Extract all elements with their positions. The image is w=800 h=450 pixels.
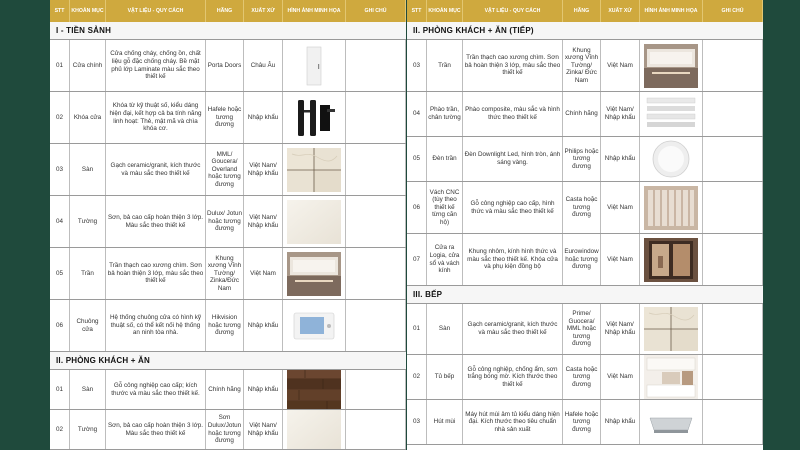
table-header — [50, 0, 406, 22]
brand-name: Khung xương Vĩnh Tường/ Zinka/ Đức Nam — [563, 40, 601, 91]
row-number: 05 — [407, 137, 427, 181]
origin-name: Việt Nam/ Nhập khẩu — [244, 144, 283, 195]
origin-name: Việt Nam — [601, 234, 640, 285]
brand-name: Hikvision hoặc tương đương — [206, 300, 244, 351]
row-number: 01 — [407, 304, 427, 354]
material-spec: Gỗ công nghiệp, chống ẩm, sơn trắng bóng mờ. Kích thước theo thiết kế — [463, 355, 563, 399]
brand-name: Eurowindow hoặc tương đương — [563, 234, 601, 285]
origin-name: Nhập khẩu — [601, 400, 640, 444]
note-cell — [703, 304, 763, 354]
table-row — [50, 144, 406, 196]
note-cell — [703, 137, 763, 181]
header-cell: XUẤT XỨ — [601, 0, 640, 22]
note-cell — [346, 40, 406, 91]
material-spec: Đèn Downlight Led, hình tròn, ánh sáng vàng. — [463, 137, 563, 181]
header-cell: STT — [407, 0, 427, 22]
header-cell: HÌNH ẢNH MINH HỌA — [283, 0, 346, 22]
note-cell — [703, 234, 763, 285]
brand-name: Chính hãng — [563, 92, 601, 136]
brand-name: Hafele hoặc tương đương — [563, 400, 601, 444]
origin-name: Châu Âu — [244, 40, 283, 91]
row-number: 03 — [407, 40, 427, 91]
table-row — [50, 300, 406, 352]
row-number: 01 — [50, 40, 70, 91]
illustration-image — [283, 410, 346, 449]
item-name: Tủ bếp — [427, 355, 463, 399]
brand-name: Hafele hoặc tương đương — [206, 92, 244, 143]
illustration-image — [640, 304, 703, 354]
note-cell — [346, 248, 406, 299]
header-cell: KHOẢN MỤC — [70, 0, 106, 22]
note-cell — [346, 196, 406, 247]
section-title: II. PHÒNG KHÁCH + ĂN (TIẾP) — [407, 22, 763, 40]
origin-name: Việt Nam/ Nhập khẩu — [601, 92, 640, 136]
material-spec: Trần thạch cao xương chìm. Sơn bả hoàn thiện 3 lớp, màu sắc theo thiết kế — [106, 248, 206, 299]
brand-name: Chính hãng — [206, 370, 244, 409]
table-row — [407, 137, 763, 182]
note-cell — [703, 40, 763, 91]
material-spec: Máy hút mùi âm tủ kiểu dáng hiện đại. Kích thước theo tiêu chuẩn nhà sản xuất — [463, 400, 563, 444]
table-row — [407, 355, 763, 400]
table-row — [50, 410, 406, 450]
table-row — [50, 248, 406, 300]
brand-name: Prime/ Guocera/ MML hoặc tương đương — [563, 304, 601, 354]
origin-name: Việt Nam/ Nhập khẩu — [244, 410, 283, 449]
origin-name: Việt Nam — [601, 182, 640, 233]
header-cell: VẬT LIỆU - QUY CÁCH — [106, 0, 206, 22]
illustration-image — [640, 234, 703, 285]
item-name: Sàn — [70, 144, 106, 195]
item-name: Đèn trần — [427, 137, 463, 181]
material-spec: Trần thạch cao xương chìm. Sơn bả hoàn thiện 3 lớp, màu sắc theo thiết kế — [463, 40, 563, 91]
material-spec: Gỗ công nghiệp cao cấp, hình thức và màu sắc theo thiết kế — [463, 182, 563, 233]
section-title: II. PHÒNG KHÁCH + ĂN — [50, 352, 406, 370]
note-cell — [346, 92, 406, 143]
table-row — [50, 92, 406, 144]
brand-name: Khung xương Vĩnh Tường/ Zinka/Đức Nam — [206, 248, 244, 299]
row-number: 03 — [50, 144, 70, 195]
origin-name: Nhập khẩu — [244, 92, 283, 143]
note-cell — [346, 144, 406, 195]
row-number: 01 — [50, 370, 70, 409]
header-cell: XUẤT XỨ — [244, 0, 283, 22]
table-row — [50, 40, 406, 92]
item-name: Trần — [427, 40, 463, 91]
illustration-image — [640, 400, 703, 444]
row-number: 02 — [50, 410, 70, 449]
item-name: Hút mùi — [427, 400, 463, 444]
item-name: Trần — [70, 248, 106, 299]
table-row — [50, 370, 406, 410]
header-cell: GHI CHÚ — [346, 0, 406, 22]
brand-name: MML/ Goucera/ Overland hoặc tương đương — [206, 144, 244, 195]
table-row — [407, 400, 763, 445]
header-cell: HÌNH ẢNH MINH HỌA — [640, 0, 703, 22]
row-number: 03 — [407, 400, 427, 444]
table-row — [407, 304, 763, 355]
illustration-image — [283, 196, 346, 247]
header-cell: KHOẢN MỤC — [427, 0, 463, 22]
note-cell — [703, 92, 763, 136]
material-spec: Phào composite, màu sắc và hình thức theo thiết kế — [463, 92, 563, 136]
brand-name: Porta Doors — [206, 40, 244, 91]
brand-name: Casta hoặc tương đương — [563, 355, 601, 399]
note-cell — [703, 182, 763, 233]
brand-name: Philips hoặc tương đương — [563, 137, 601, 181]
illustration-image — [283, 370, 346, 409]
origin-name: Việt Nam/ Nhập khẩu — [244, 196, 283, 247]
table-header — [407, 0, 763, 22]
item-name: Sàn — [427, 304, 463, 354]
header-cell: STT — [50, 0, 70, 22]
table-row — [407, 92, 763, 137]
material-spec: Gỗ công nghiệp cao cấp; kích thước và màu sắc theo thiết kế. — [106, 370, 206, 409]
illustration-image — [640, 137, 703, 181]
right-table-panel — [406, 0, 763, 450]
row-number: 02 — [50, 92, 70, 143]
origin-name: Nhập khẩu — [601, 137, 640, 181]
origin-name: Việt Nam — [601, 40, 640, 91]
origin-name: Nhập khẩu — [244, 300, 283, 351]
table-row — [407, 234, 763, 286]
material-spec: Gạch ceramic/granit, kích thước và màu sắc theo thiết kế — [106, 144, 206, 195]
material-spec: Hệ thống chuông cửa có hình kỹ thuật số, có thể kết nối hệ thống an ninh tòa nhà. — [106, 300, 206, 351]
item-name: Khóa cửa — [70, 92, 106, 143]
origin-name: Việt Nam — [601, 355, 640, 399]
item-name: Cửa ra Logia, cửa sổ và vách kính — [427, 234, 463, 285]
item-name: Chuông cửa — [70, 300, 106, 351]
illustration-image — [283, 144, 346, 195]
row-number: 04 — [50, 196, 70, 247]
item-name: Phào trần, chân tường — [427, 92, 463, 136]
material-spec: Cửa chống cháy, chống ồn, chất liệu gỗ đặc chống cháy. Bề mặt phủ lớp Laminate màu sắc theo thiết kế — [106, 40, 206, 91]
row-number: 05 — [50, 248, 70, 299]
material-spec: Gạch ceramic/granit, kích thước và màu sắc theo thiết kế — [463, 304, 563, 354]
row-number: 06 — [407, 182, 427, 233]
item-name: Tường — [70, 410, 106, 449]
illustration-image — [640, 92, 703, 136]
illustration-image — [283, 248, 346, 299]
note-cell — [346, 300, 406, 351]
row-number: 04 — [407, 92, 427, 136]
illustration-image — [283, 40, 346, 91]
section-title: III. BẾP — [407, 286, 763, 304]
brand-name: Sơn Dulux/Jotun hoặc tương đương — [206, 410, 244, 449]
row-number: 06 — [50, 300, 70, 351]
origin-name: Nhập khẩu — [244, 370, 283, 409]
material-spec: Khóa từ kỹ thuật số, kiểu dáng hiện đại, kết hợp cả ba tính năng linh hoạt: Thẻ, mật mã và chìa khóa cơ. — [106, 92, 206, 143]
header-cell: HÃNG — [563, 0, 601, 22]
material-spec: Sơn, bả cao cấp hoàn thiện 3 lớp. Màu sắc theo thiết kế — [106, 410, 206, 449]
table-row — [50, 196, 406, 248]
note-cell — [703, 400, 763, 444]
item-name: Sàn — [70, 370, 106, 409]
table-row — [407, 182, 763, 234]
item-name: Cửa chính — [70, 40, 106, 91]
material-spec: Khung nhôm, kính hình thức và màu sắc theo thiết kế. Khóa cửa và phụ kiện đồng bộ — [463, 234, 563, 285]
header-cell: VẬT LIỆU - QUY CÁCH — [463, 0, 563, 22]
item-name: Tường — [70, 196, 106, 247]
brand-name: Casta hoặc tương đương — [563, 182, 601, 233]
illustration-image — [640, 182, 703, 233]
header-cell: HÃNG — [206, 0, 244, 22]
table-row — [407, 40, 763, 92]
row-number: 07 — [407, 234, 427, 285]
item-name: Vách CNC (tùy theo thiết kế từng căn hộ) — [427, 182, 463, 233]
note-cell — [703, 355, 763, 399]
material-spec: Sơn, bả cao cấp hoàn thiện 3 lớp. Màu sắc theo thiết kế — [106, 196, 206, 247]
illustration-image — [640, 355, 703, 399]
illustration-image — [283, 92, 346, 143]
brand-name: Dulux/ Jotun hoặc tương đương — [206, 196, 244, 247]
illustration-image — [640, 40, 703, 91]
header-cell: GHI CHÚ — [703, 0, 763, 22]
note-cell — [346, 410, 406, 449]
left-table-panel — [50, 0, 406, 450]
origin-name: Việt Nam/ Nhập khẩu — [601, 304, 640, 354]
illustration-image — [283, 300, 346, 351]
origin-name: Việt Nam — [244, 248, 283, 299]
section-title: I - TIỀN SẢNH — [50, 22, 406, 40]
note-cell — [346, 370, 406, 409]
row-number: 02 — [407, 355, 427, 399]
